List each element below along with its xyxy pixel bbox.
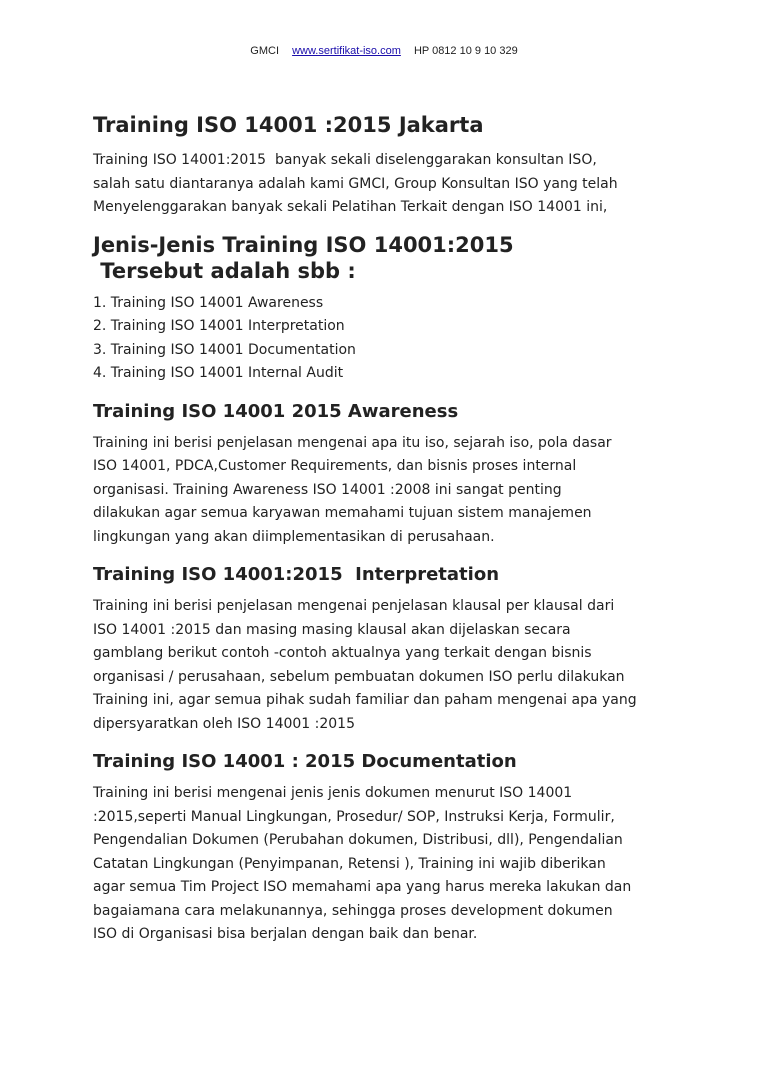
- types-heading-line: Tersebut adalah sbb :: [93, 258, 356, 283]
- paragraph-line: dipersyaratkan oleh ISO 14001 :2015: [93, 715, 355, 732]
- section-paragraph-documentation: [93, 782, 693, 947]
- list-item: 2. Training ISO 14001 Interpretation: [93, 318, 345, 334]
- paragraph-line: Training ini berisi mengenai jenis jenis dokumen menurut ISO 14001: [93, 785, 573, 801]
- paragraph-line: ISO 14001, PDCA,Customer Requirements, dan bisnis proses internal: [93, 458, 577, 474]
- section-heading-awareness: Training ISO 14001 2015 Awareness: [93, 400, 459, 422]
- document-title: Training ISO 14001 :2015 Jakarta: [93, 113, 484, 137]
- section-heading-interpretation: Training ISO 14001:2015 Interpretation: [93, 564, 500, 585]
- paragraph-line: ISO di Organisasi bisa berjalan dengan baik dan benar.: [93, 926, 478, 942]
- section-paragraph-awareness: [93, 432, 693, 550]
- paragraph-line: Training ini berisi penjelasan mengenai apa itu iso, sejarah iso, pola dasar: [93, 434, 612, 451]
- paragraph-line: lingkungan yang akan diimplementasikan di perusahaan.: [93, 528, 495, 545]
- section-paragraph-interpretation: [93, 595, 693, 736]
- list-item: 3. Training ISO 14001 Documentation: [93, 341, 356, 358]
- paragraph-line: gamblang berikut contoh -contoh aktualnya yang terkait dengan bisnis: [93, 645, 592, 661]
- paragraph-line: bagaiamana cara melakunannya, sehingga proses development dokumen: [93, 902, 613, 919]
- intro-line: Menyelenggarakan banyak sekali Pelatihan Terkait dengan ISO 14001 ini,: [93, 199, 608, 215]
- intro-line: Training ISO 14001:2015 banyak sekali diselenggarakan konsultan ISO,: [93, 152, 597, 168]
- paragraph-line: ISO 14001 :2015 dan masing masing klausal akan dijelaskan secara: [93, 621, 571, 638]
- paragraph-line: Training ini, agar semua pihak sudah familiar dan paham mengenai apa yang: [93, 692, 637, 708]
- paragraph-line: Catatan Lingkungan (Penyimpanan, Retensi ), Training ini wajib diberikan: [93, 855, 606, 872]
- header-website-link[interactable]: www.sertifikat-iso.com: [292, 45, 401, 57]
- list-item: 1. Training ISO 14001 Awareness: [93, 294, 324, 311]
- list-item: 4. Training ISO 14001 Internal Audit: [93, 365, 344, 381]
- section-heading-documentation: Training ISO 14001 : 2015 Documentation: [93, 751, 517, 772]
- header-org: GMCI: [250, 45, 280, 57]
- header-phone: HP 0812 10 9 10 329: [413, 45, 518, 57]
- paragraph-line: :2015,seperti Manual Lingkungan, Prosedur/ SOP, Instruksi Kerja, Formulir,: [93, 808, 615, 825]
- document-body: [93, 110, 693, 947]
- types-list: [93, 292, 693, 386]
- intro-paragraph: [93, 149, 693, 220]
- paragraph-line: organisasi / perusahaan, sebelum pembuatan dokumen ISO perlu dilakukan: [93, 668, 625, 685]
- paragraph-line: Training ini berisi penjelasan mengenai penjelasan klausal per klausal dari: [93, 598, 615, 614]
- page-header: [0, 45, 768, 57]
- paragraph-line: Pengendalian Dokumen (Perubahan dokumen, Distribusi, dll), Pengendalian: [93, 832, 623, 848]
- paragraph-line: organisasi. Training Awareness ISO 14001 :2008 ini sangat penting: [93, 481, 562, 498]
- types-heading-line: Jenis-Jenis Training ISO 14001:2015: [93, 232, 514, 257]
- intro-line: salah satu diantaranya adalah kami GMCI, Group Konsultan ISO yang telah: [93, 175, 618, 192]
- paragraph-line: dilakukan agar semua karyawan memahami tujuan sistem manajemen: [93, 505, 592, 521]
- paragraph-line: agar semua Tim Project ISO memahami apa yang harus mereka lakukan dan: [93, 879, 632, 895]
- types-heading: [93, 232, 693, 284]
